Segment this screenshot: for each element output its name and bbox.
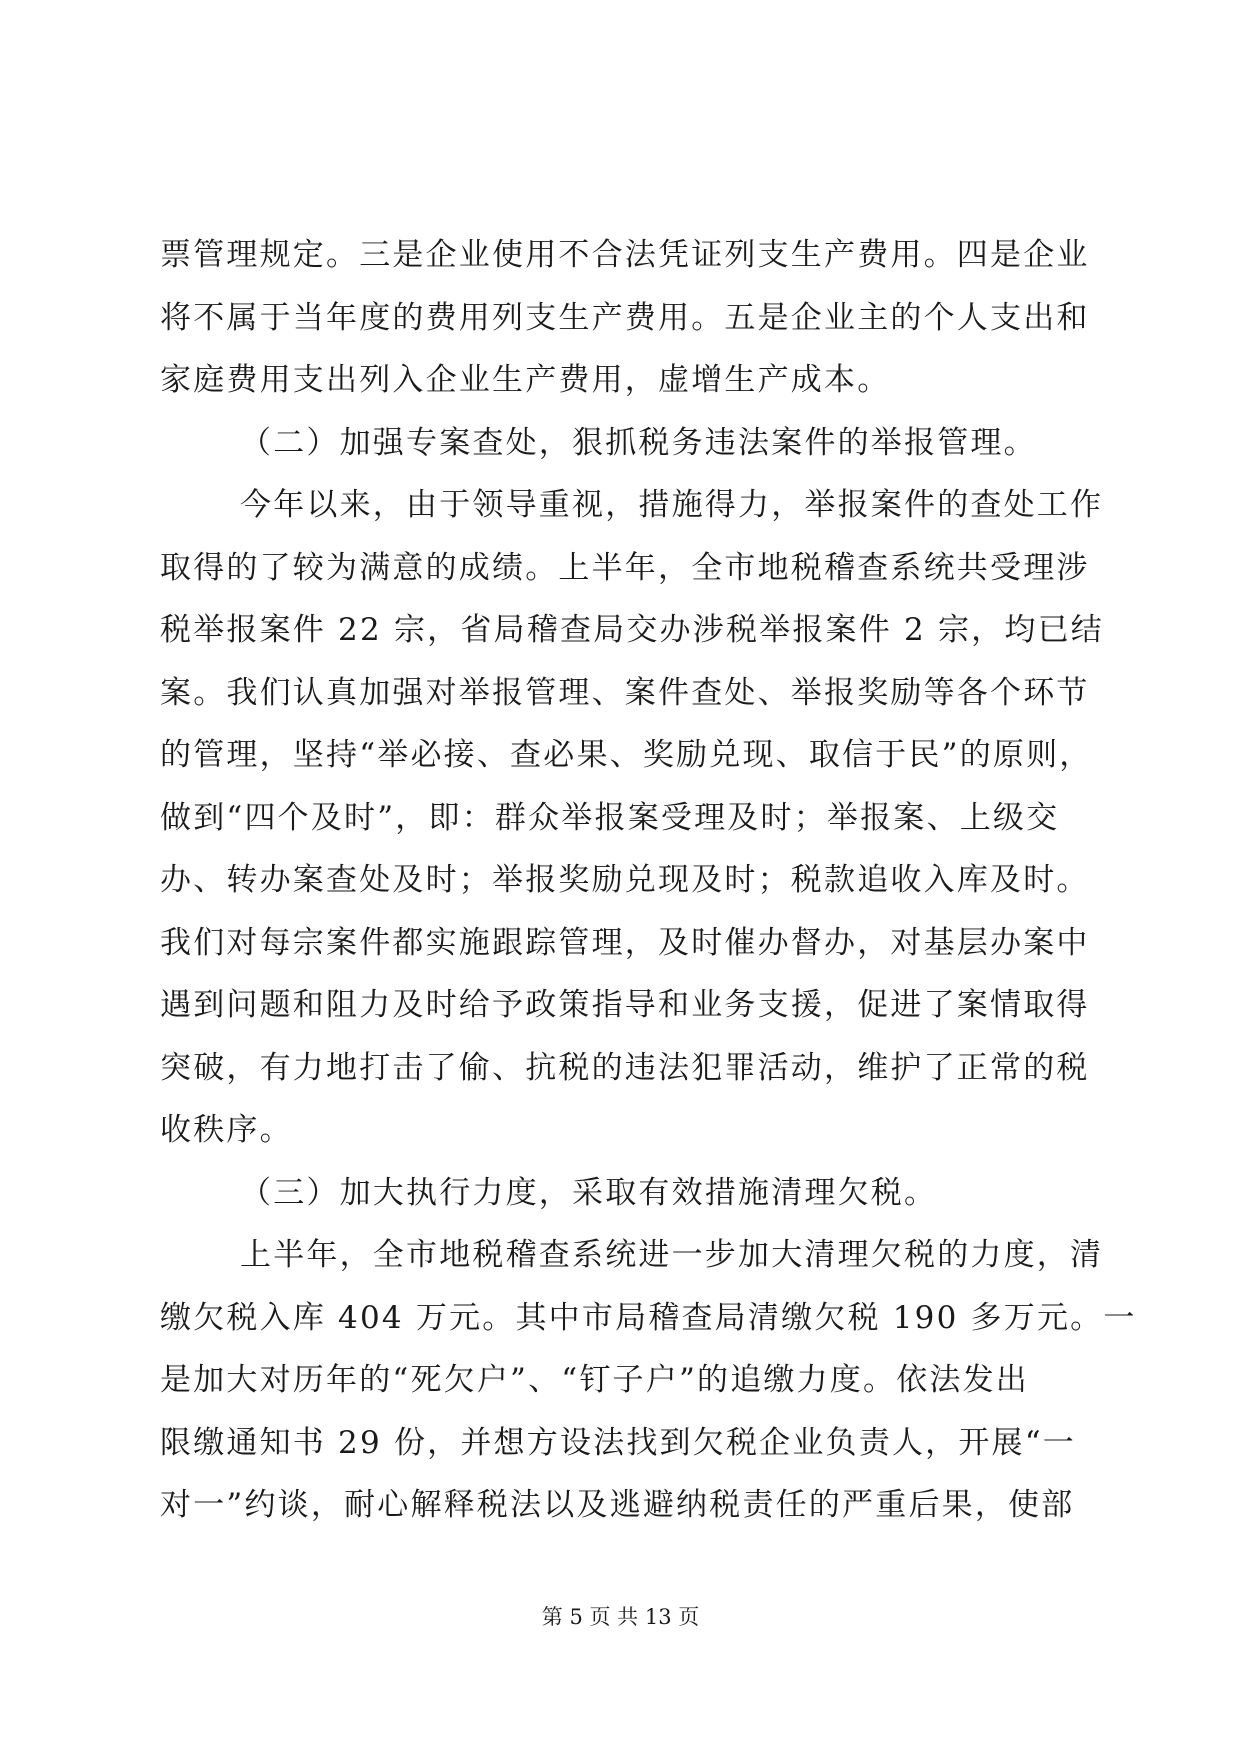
page-number: 第 5 页 共 13 页 xyxy=(541,1605,700,1629)
text-line: 对一”约谈，耐心解释税法以及逃避纳税责任的严重后果，使部 xyxy=(160,1487,1075,1523)
text-line: 是加大对历年的“死欠户”、“钉子户”的追缴力度。依法发出 xyxy=(160,1362,1029,1398)
text-line: 缴欠税入库 404 万元。其中市局稽查局清缴欠税 190 多万元。一 xyxy=(160,1299,1137,1336)
text-line: 突破，有力地打击了偷、抗税的违法犯罪活动，维护了正常的税 xyxy=(160,1049,1090,1086)
text-line: 遇到问题和阻力及时给予政策指导和业务支援，促进了案情取得 xyxy=(160,987,1090,1023)
document-body xyxy=(160,224,1137,1537)
text-line: 取得的了较为满意的成绩。上半年，全市地税稽查系统共受理涉 xyxy=(160,549,1090,586)
text-line: 票管理规定。三是企业使用不合法凭证列支生产费用。四是企业 xyxy=(160,237,1090,273)
text-line: 我们对每宗案件都实施跟踪管理，及时催办督办，对基层办案中 xyxy=(160,924,1090,961)
text-line: 案。我们认真加强对举报管理、案件查处、举报奖励等各个环节 xyxy=(160,674,1090,711)
section-heading-2: （二）加强专案查处，狠抓税务违法案件的举报管理。 xyxy=(240,424,1037,461)
text-line: 将不属于当年度的费用列支生产费用。五是企业主的个人支出和 xyxy=(160,299,1090,336)
text-line: 税举报案件 22 宗，省局稽查局交办涉税举报案件 2 宗，均已结 xyxy=(160,612,1104,648)
text-line: 上半年，全市地税稽查系统进一步加大清理欠税的力度，清 xyxy=(240,1237,1104,1273)
text-line: 今年以来，由于领导重视，措施得力，举报案件的查处工作 xyxy=(240,487,1104,523)
text-line: 办、转办案查处及时；举报奖励兑现及时；税款追收入库及时。 xyxy=(160,862,1090,898)
text-line: 做到“四个及时”，即：群众举报案受理及时；举报案、上级交 xyxy=(160,799,1060,836)
text-line: 的管理，坚持“举必接、查必果、奖励兑现、取信于民”的原则， xyxy=(160,737,1093,773)
text-line: 家庭费用支出列入企业生产费用，虚增生产成本。 xyxy=(160,362,891,398)
text-line: 收秩序。 xyxy=(160,1112,293,1148)
text-line: 限缴通知书 29 份，并想方设法找到欠税企业负责人，开展“一 xyxy=(160,1424,1076,1461)
page-footer xyxy=(0,1602,1241,1632)
section-heading-3: （三）加大执行力度，采取有效措施清理欠税。 xyxy=(240,1174,938,1211)
